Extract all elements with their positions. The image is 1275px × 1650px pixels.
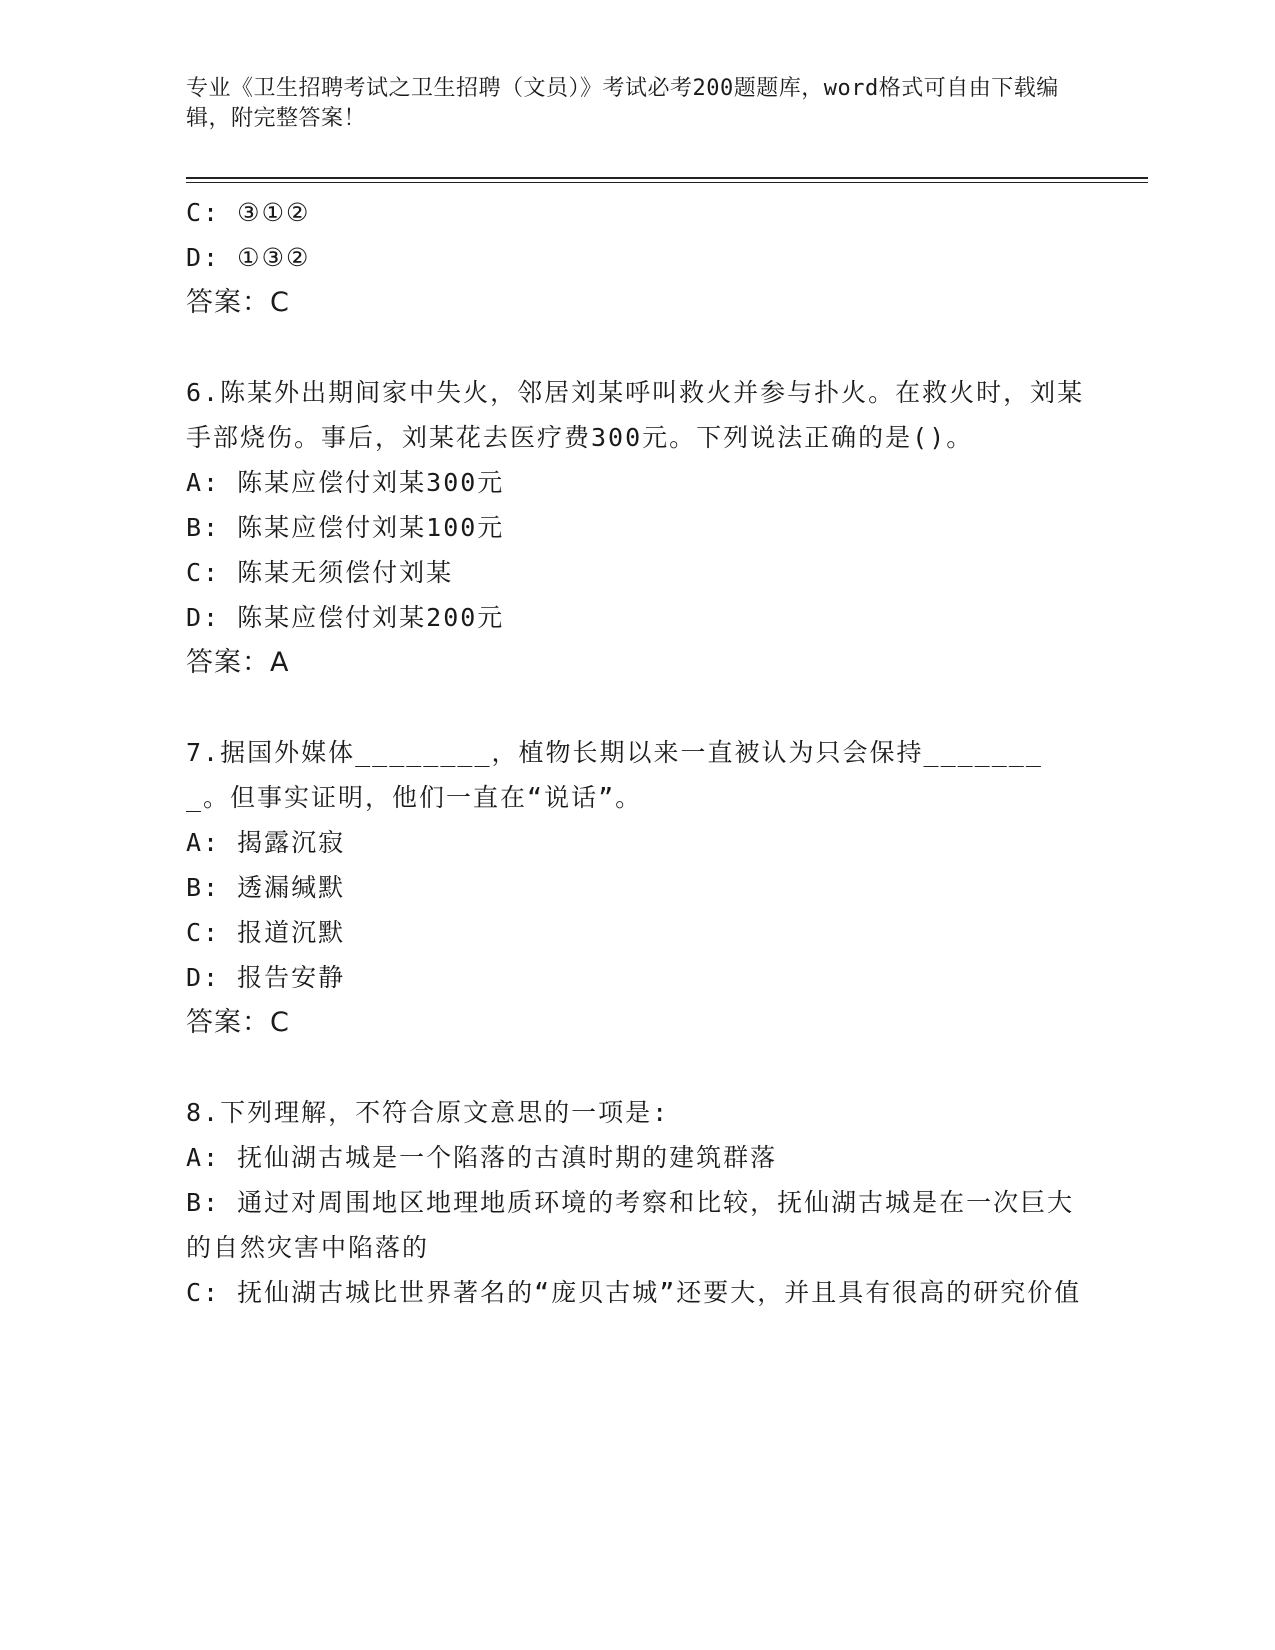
question-6 bbox=[186, 370, 1086, 685]
header-divider-thin bbox=[186, 182, 1148, 183]
option-a: A: 抚仙湖古城是一个陷落的古滇时期的建筑群落 bbox=[186, 1143, 778, 1172]
option-c: C: 陈某无须偿付刘某 bbox=[186, 558, 454, 587]
spacer bbox=[186, 1045, 1086, 1090]
answer-line: 答案：C bbox=[186, 287, 290, 318]
page-header-title: 专业《卫生招聘考试之卫生招聘（文员）》考试必考200题题库，word格式可自由下载编辑，附完整答案！ bbox=[186, 76, 1059, 131]
header-divider-thick bbox=[186, 177, 1148, 179]
option-c: C: 报道沉默 bbox=[186, 918, 346, 947]
answer-line: 答案：A bbox=[186, 647, 290, 678]
answer-line: 答案：C bbox=[186, 1007, 290, 1038]
option-c: C: 抚仙湖古城比世界著名的“庞贝古城”还要大，并且具有很高的研究价值 bbox=[186, 1278, 1082, 1307]
option-d: D: 报告安静 bbox=[186, 963, 346, 992]
option-d: D: ①③② bbox=[186, 243, 311, 272]
option-b: B: 通过对周围地区地理地质环境的考察和比较，抚仙湖古城是在一次巨大的自然灾害中陷落的 bbox=[186, 1188, 1075, 1262]
question-list bbox=[186, 190, 1086, 1315]
spacer bbox=[186, 685, 1086, 730]
option-c: C: ③①② bbox=[186, 198, 311, 227]
option-d: D: 陈某应偿付刘某200元 bbox=[186, 603, 505, 632]
question-stem: 8.下列理解，不符合原文意思的一项是: bbox=[186, 1098, 670, 1127]
question-7 bbox=[186, 730, 1086, 1045]
question-stem: 7.据国外媒体________，植物长期以来一直被认为只会保持________。但事实证明，他们一直在“说话”。 bbox=[186, 738, 1043, 812]
option-a: A: 揭露沉寂 bbox=[186, 828, 346, 857]
question-stem: 6.陈某外出期间家中失火，邻居刘某呼叫救火并参与扑火。在救火时，刘某手部烧伤。事后，刘某花去医疗费300元。下列说法正确的是()。 bbox=[186, 378, 1085, 452]
spacer bbox=[186, 325, 1086, 370]
option-b: B: 陈某应偿付刘某100元 bbox=[186, 513, 505, 542]
question-8 bbox=[186, 1090, 1086, 1315]
option-b: B: 透漏缄默 bbox=[186, 873, 346, 902]
question-5-tail bbox=[186, 190, 1086, 325]
option-a: A: 陈某应偿付刘某300元 bbox=[186, 468, 505, 497]
